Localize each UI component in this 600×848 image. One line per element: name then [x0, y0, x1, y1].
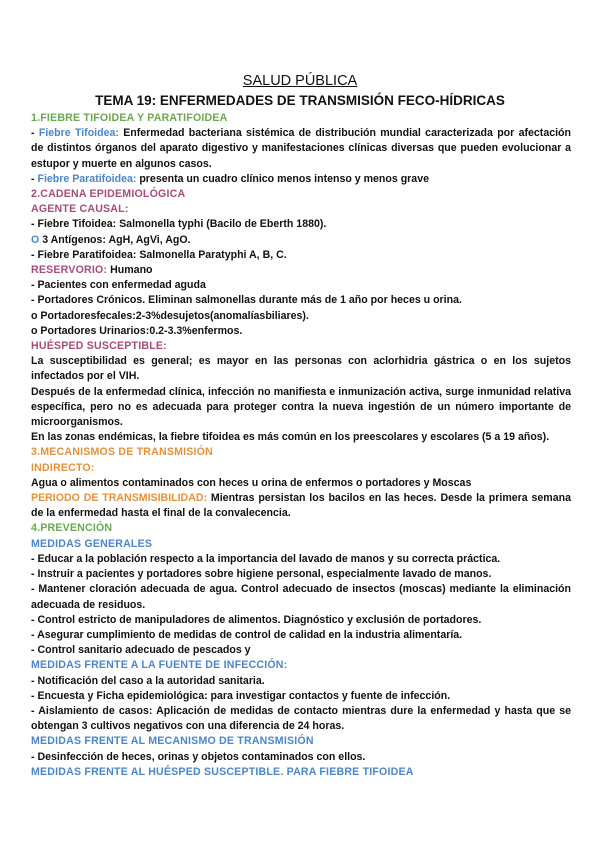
list-item: - Aislamiento de casos: Aplicación de medidas de contacto mientras dure la enfermedad y hasta que se obtengan 3 cultivos negativos con una diferencia de 24 horas.	[31, 704, 571, 733]
list-item: - Notificación del caso a la autoridad sanitaria.	[31, 674, 265, 687]
list-item: - Encuesta y Ficha epidemiológica: para investigar contactos y fuente de infección.	[31, 689, 451, 702]
list-item: o Portadores Urinarios:0.2-3.3%enfermos.	[31, 324, 243, 337]
fiebre-tifoidea-paragraph	[31, 126, 571, 172]
list-item: - Desinfección de heces, orinas y objetos contaminados con ellos.	[31, 750, 366, 763]
huesped-paragraph: Después de la enfermedad clínica, infección no manifiesta e inmunización activa, surge inmunidad relativa específica, pero no es adecuada para proteger contra la nueva ingestión de un número importante de microorganismos.	[31, 385, 571, 429]
reservorio-label: RESERVORIO:	[31, 264, 108, 277]
fiebre-paratifoidea-paragraph	[31, 172, 571, 187]
list-item: - Control sanitario adecuado de pescados y	[31, 644, 251, 657]
list-item: - Mantener cloración adecuada de agua. Control adecuado de insectos (moscas) mediante la eliminación adecuada de residuos.	[31, 583, 571, 611]
agente-causal-label: AGENTE CAUSAL:	[31, 203, 129, 216]
list-item: - Asegurar cumplimiento de medidas de control de calidad en la industria alimentaría.	[31, 628, 463, 641]
list-item: o Portadoresfecales:2-3%desujetos(anomalíasbiliares).	[31, 309, 309, 322]
indirecto-label: INDIRECTO:	[31, 461, 95, 474]
huesped-paragraph: La susceptibilidad es general; es mayor en las personas con aclorhidria gástrica o en los sujetos infectados por el VIH.	[31, 355, 571, 383]
periodo-label: PERIODO DE TRANSMISIBILIDAD:	[31, 492, 208, 505]
fiebre-paratifoidea-label: Fiebre Paratifoidea:	[37, 172, 137, 185]
section-3-heading: 3.MECANISMOS DE TRANSMISIÓN	[31, 446, 213, 459]
doc-body	[31, 111, 571, 780]
fiebre-paratifoidea-text: presenta un cuadro clínico menos intenso y menos grave	[136, 172, 429, 185]
bullet: -	[31, 218, 38, 231]
bullet: -	[31, 248, 38, 261]
indirecto-text: Agua o alimentos contaminados con heces u orina de enfermos o portadores y Moscas	[31, 476, 472, 489]
periodo-paragraph	[31, 491, 571, 521]
list-item: - Educar a la población respecto a la importancia del lavado de manos y su correcta práctica.	[31, 552, 501, 565]
fiebre-tifoidea-label: Fiebre Tifoidea:	[38, 127, 119, 140]
doc-title: SALUD PÚBLICA	[242, 73, 358, 89]
section-1-heading: 1.FIEBRE TIFOIDEA Y PARATIFOIDEA	[31, 112, 228, 124]
agente-line: - Fiebre Paratifoidea: Salmonella Paratyphi A, B, C.	[31, 248, 287, 261]
medidas-fuente-label: MEDIDAS FRENTE A LA FUENTE DE INFECCIÓN:	[31, 659, 288, 672]
bullet: -	[31, 172, 38, 185]
fiebre-tifoidea-text: Enfermedad bacteriana sistémica de distribución mundial caracterizada por afectación de distintos órganos del aparato digestivo y manifestaciones clínicas diversas que pueden evolucionar a estupor y muerte en algunos casos.	[31, 127, 571, 170]
agente-line: O 3 Antígenos: AgH, AgVi, AgO.	[31, 233, 191, 246]
doc-subtitle: TEMA 19: ENFERMEDADES DE TRANSMISIÓN FECO-HÍDRICAS	[95, 93, 505, 108]
agente-line: - Fiebre Tifoidea: Salmonella typhi (Bacilo de Eberth 1880).	[31, 218, 327, 231]
periodo-text: Mientras persistan los bacilos en las heces. Desde la primera semana de la enfermedad hasta el final de la convalecencia.	[31, 492, 571, 520]
reservorio-value: Humano	[107, 264, 153, 277]
huesped-susceptible-label: HUÉSPED SUSCEPTIBLE:	[31, 340, 167, 353]
bullet: -	[31, 127, 39, 140]
list-item: - Pacientes con enfermedad aguda	[31, 279, 206, 292]
section-2-heading: 2.CADENA EPIDEMIOLÓGICA	[31, 188, 186, 201]
list-item: - Instruir a pacientes y portadores sobre higiene personal, especialmente lavado de manos.	[31, 568, 492, 581]
list-item: - Control estricto de manipuladores de alimentos. Diagnóstico y exclusión de portadores.	[31, 613, 482, 626]
medidas-huesped-label: MEDIDAS FRENTE AL HUÉSPED SUSCEPTIBLE. PARA FIEBRE TIFOIDEA	[31, 765, 414, 778]
list-item: - Portadores Crónicos. Eliminan salmonellas durante más de 1 año por heces u orina.	[31, 294, 462, 307]
huesped-paragraph: En las zonas endémicas, la fiebre tifoidea es más común en los preescolares y escolares (5 a 19 años).	[31, 431, 550, 444]
bullet: O	[31, 233, 43, 246]
medidas-mecanismo-label: MEDIDAS FRENTE AL MECANISMO DE TRANSMISIÓN	[31, 735, 314, 748]
reservorio-line	[31, 263, 571, 278]
section-4-heading: 4.PREVENCIÓN	[31, 522, 113, 535]
medidas-generales-label: MEDIDAS GENERALES	[31, 537, 153, 550]
